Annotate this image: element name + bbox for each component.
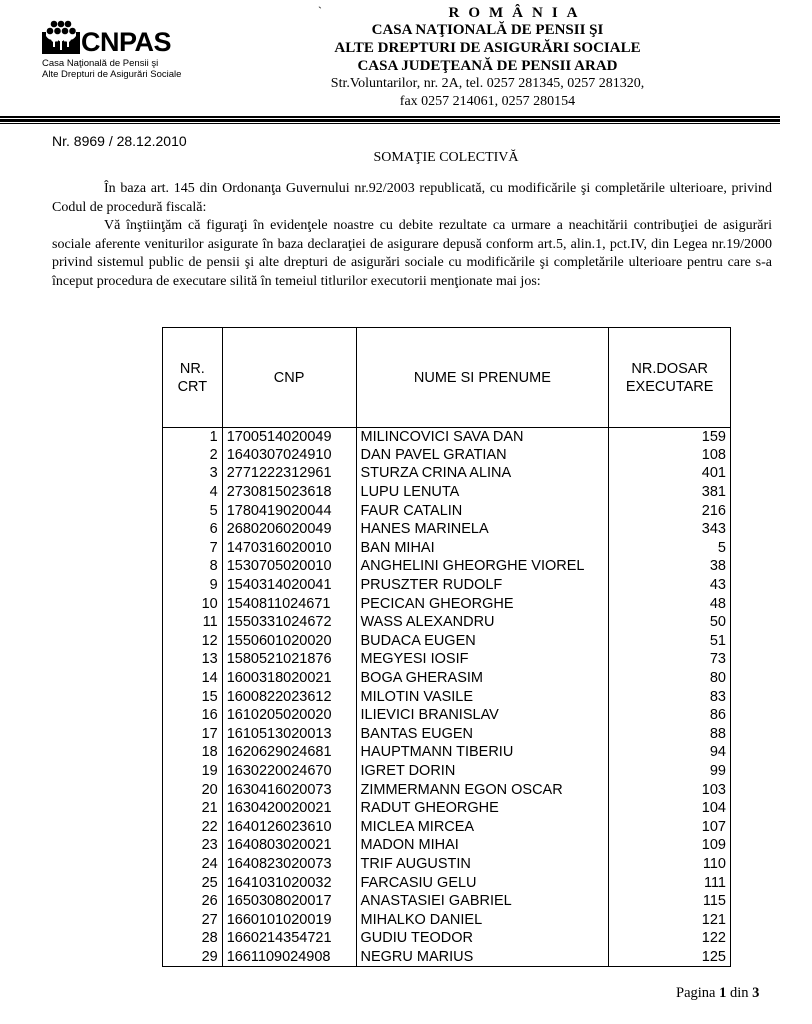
row-name: HAUPTMANN TIBERIU: [356, 744, 609, 763]
row-nr: 5: [163, 502, 223, 521]
header-name: NUME SI PRENUME: [356, 328, 609, 428]
table-row: [163, 632, 731, 651]
row-name: ILIEVICI BRANISLAV: [356, 706, 609, 725]
table-row: [163, 558, 731, 577]
row-name: ANGHELINI GHEORGHE VIOREL: [356, 558, 609, 577]
debtors-table: [162, 327, 731, 967]
table-row: [163, 911, 731, 930]
page-current: 1: [719, 985, 727, 1001]
table-row: [163, 576, 731, 595]
row-nr: 14: [163, 669, 223, 688]
row-nr: 11: [163, 613, 223, 632]
row-name: BAN MIHAI: [356, 539, 609, 558]
table-row: [163, 483, 731, 502]
row-dosar: 83: [609, 688, 731, 707]
table-row: [163, 669, 731, 688]
row-dosar: 115: [609, 892, 731, 911]
row-cnp: 1780419020044: [222, 502, 356, 521]
row-nr: 3: [163, 465, 223, 484]
row-cnp: 1600822023612: [222, 688, 356, 707]
row-nr: 8: [163, 558, 223, 577]
row-cnp: 1640803020021: [222, 837, 356, 856]
row-nr: 24: [163, 855, 223, 874]
row-cnp: 1540811024671: [222, 595, 356, 614]
header-institution-line1: CASA NAŢIONALĂ DE PENSII ŞI: [371, 22, 604, 38]
row-dosar: 43: [609, 576, 731, 595]
page-total: 3: [752, 985, 760, 1001]
table-row: [163, 465, 731, 484]
row-nr: 25: [163, 874, 223, 893]
row-cnp: 1580521021876: [222, 651, 356, 670]
row-dosar: 48: [609, 595, 731, 614]
cnpas-logo-icon: [42, 20, 80, 54]
row-nr: 2: [163, 446, 223, 465]
row-dosar: 107: [609, 818, 731, 837]
table-row: [163, 799, 731, 818]
row-dosar: 104: [609, 799, 731, 818]
row-name: RADUT GHEORGHE: [356, 799, 609, 818]
row-cnp: 2771222312961: [222, 465, 356, 484]
row-cnp: 1600318020021: [222, 669, 356, 688]
table-row: [163, 706, 731, 725]
row-cnp: 1641031020032: [222, 874, 356, 893]
header-cnp: CNP: [222, 328, 356, 428]
row-nr: 29: [163, 948, 223, 967]
row-name: MIHALKO DANIEL: [356, 911, 609, 930]
header-institution-line3: CASA JUDEŢEANĂ DE PENSII ARAD: [357, 58, 618, 74]
row-name: MICLEA MIRCEA: [356, 818, 609, 837]
row-dosar: 88: [609, 725, 731, 744]
table-row: [163, 837, 731, 856]
row-name: STURZA CRINA ALINA: [356, 465, 609, 484]
header-fax: fax 0257 214061, 0257 280154: [399, 94, 576, 109]
row-name: DAN PAVEL GRATIAN: [356, 446, 609, 465]
row-nr: 27: [163, 911, 223, 930]
row-dosar: 111: [609, 874, 731, 893]
table-row: [163, 688, 731, 707]
row-cnp: 1620629024681: [222, 744, 356, 763]
table-row: [163, 651, 731, 670]
row-dosar: 50: [609, 613, 731, 632]
row-cnp: 1540314020041: [222, 576, 356, 595]
row-nr: 17: [163, 725, 223, 744]
row-nr: 28: [163, 930, 223, 949]
table-header-row: [163, 328, 731, 428]
page-label: Pagina: [676, 985, 716, 1001]
row-dosar: 5: [609, 539, 731, 558]
table-row: [163, 595, 731, 614]
row-nr: 6: [163, 520, 223, 539]
row-cnp: 1610205020020: [222, 706, 356, 725]
row-cnp: 1470316020010: [222, 539, 356, 558]
table-row: [163, 428, 731, 447]
row-dosar: 80: [609, 669, 731, 688]
row-cnp: 1700514020049: [222, 428, 356, 447]
row-name: PECICAN GHEORGHE: [356, 595, 609, 614]
row-nr: 26: [163, 892, 223, 911]
table-row: [163, 874, 731, 893]
row-name: ZIMMERMANN EGON OSCAR: [356, 781, 609, 800]
row-dosar: 159: [609, 428, 731, 447]
row-nr: 9: [163, 576, 223, 595]
row-name: MADON MIHAI: [356, 837, 609, 856]
table-row: [163, 613, 731, 632]
row-cnp: 1530705020010: [222, 558, 356, 577]
row-nr: 12: [163, 632, 223, 651]
row-dosar: 216: [609, 502, 731, 521]
row-nr: 13: [163, 651, 223, 670]
row-cnp: 1640823020073: [222, 855, 356, 874]
table-row: [163, 855, 731, 874]
table-row: [163, 762, 731, 781]
row-nr: 23: [163, 837, 223, 856]
row-nr: 18: [163, 744, 223, 763]
row-dosar: 94: [609, 744, 731, 763]
stray-mark: `: [318, 4, 322, 18]
row-cnp: 1630220024670: [222, 762, 356, 781]
row-cnp: 1630420020021: [222, 799, 356, 818]
page-indicator: [676, 985, 759, 1002]
row-name: FARCASIU GELU: [356, 874, 609, 893]
row-cnp: 2730815023618: [222, 483, 356, 502]
row-name: ANASTASIEI GABRIEL: [356, 892, 609, 911]
row-dosar: 110: [609, 855, 731, 874]
row-dosar: 38: [609, 558, 731, 577]
row-dosar: 103: [609, 781, 731, 800]
row-nr: 4: [163, 483, 223, 502]
paragraph-1-text: În baza art. 145 din Ordonanţa Guvernului nr.92/2003 republicată, cu modificările şi completările ulterioare, privind Codul de procedură fiscală:: [52, 181, 772, 215]
row-nr: 22: [163, 818, 223, 837]
row-dosar: 121: [609, 911, 731, 930]
row-name: NEGRU MARIUS: [356, 948, 609, 967]
logo-subtitle-line1: Casa Naţională de Pensii şi: [42, 58, 159, 69]
row-nr: 19: [163, 762, 223, 781]
page-separator: din: [729, 985, 749, 1001]
row-dosar: 122: [609, 930, 731, 949]
row-nr: 21: [163, 799, 223, 818]
table-row: [163, 744, 731, 763]
row-nr: 20: [163, 781, 223, 800]
row-name: WASS ALEXANDRU: [356, 613, 609, 632]
row-name: HANES MARINELA: [356, 520, 609, 539]
cnpas-logo: [42, 20, 182, 80]
row-cnp: 2680206020049: [222, 520, 356, 539]
table-row: [163, 520, 731, 539]
row-nr: 15: [163, 688, 223, 707]
row-dosar: 109: [609, 837, 731, 856]
row-nr: 16: [163, 706, 223, 725]
table-row: [163, 781, 731, 800]
row-dosar: 381: [609, 483, 731, 502]
row-cnp: 1550331024672: [222, 613, 356, 632]
paragraph-notice: [52, 217, 772, 291]
row-dosar: 73: [609, 651, 731, 670]
table-row: [163, 725, 731, 744]
letterhead: [300, 5, 675, 111]
row-name: MILOTIN VASILE: [356, 688, 609, 707]
logo-brand: CNPAS: [81, 27, 172, 57]
document-number: Nr. 8969 / 28.12.2010: [52, 133, 187, 149]
row-name: MILINCOVICI SAVA DAN: [356, 428, 609, 447]
header-institution-line2: ALTE DREPTURI DE ASIGURĂRI SOCIALE: [334, 40, 641, 56]
header-divider: [0, 116, 780, 124]
row-cnp: 1661109024908: [222, 948, 356, 967]
row-cnp: 1660101020019: [222, 911, 356, 930]
row-dosar: 108: [609, 446, 731, 465]
header-nr-crt: NR. CRT: [163, 328, 223, 428]
row-cnp: 1640126023610: [222, 818, 356, 837]
table-row: [163, 892, 731, 911]
table-row: [163, 502, 731, 521]
table-row: [163, 539, 731, 558]
row-name: PRUSZTER RUDOLF: [356, 576, 609, 595]
table-row: [163, 818, 731, 837]
document-title: SOMAŢIE COLECTIVĂ: [373, 150, 519, 165]
table-row: [163, 930, 731, 949]
header-address: Str.Voluntarilor, nr. 2A, tel. 0257 281345, 0257 281320,: [330, 76, 645, 91]
paragraph-legal-basis: [52, 180, 772, 217]
table-row: [163, 948, 731, 967]
row-dosar: 125: [609, 948, 731, 967]
row-cnp: 1610513020013: [222, 725, 356, 744]
row-name: IGRET DORIN: [356, 762, 609, 781]
paragraph-2-text: Vă înştiinţăm că figuraţi în evidenţele noastre cu debite rezultate ca urmare a neachitării contribuţiei de asigurări sociale aferente veniturilor asigurate în baza declaraţiei de asigurare depusă conform art.5, alin.1, pct.IV, din Legea nr.19/2000 privind sistemul public de pensii şi alte drepturi de asigurări sociale cu modificările şi completările ulterioare pentru care s-a început procedura de executare silită în temeiul titlurilor executorii menţionate mai jos:: [52, 218, 772, 289]
row-name: MEGYESI IOSIF: [356, 651, 609, 670]
row-dosar: 401: [609, 465, 731, 484]
logo-subtitle-line2: Alte Drepturi de Asigurări Sociale: [42, 69, 182, 80]
row-name: LUPU LENUTA: [356, 483, 609, 502]
row-dosar: 51: [609, 632, 731, 651]
header-country: ROMÂNIA: [448, 5, 587, 21]
row-cnp: 1660214354721: [222, 930, 356, 949]
row-nr: 1: [163, 428, 223, 447]
row-name: TRIF AUGUSTIN: [356, 855, 609, 874]
row-name: BANTAS EUGEN: [356, 725, 609, 744]
row-nr: 7: [163, 539, 223, 558]
row-cnp: 1630416020073: [222, 781, 356, 800]
row-cnp: 1640307024910: [222, 446, 356, 465]
row-cnp: 1550601020020: [222, 632, 356, 651]
row-dosar: 343: [609, 520, 731, 539]
row-name: BUDACA EUGEN: [356, 632, 609, 651]
row-cnp: 1650308020017: [222, 892, 356, 911]
table-row: [163, 446, 731, 465]
row-name: FAUR CATALIN: [356, 502, 609, 521]
header-dosar: NR.DOSAR EXECUTARE: [609, 328, 731, 428]
row-name: BOGA GHERASIM: [356, 669, 609, 688]
row-dosar: 86: [609, 706, 731, 725]
row-dosar: 99: [609, 762, 731, 781]
row-nr: 10: [163, 595, 223, 614]
row-name: GUDIU TEODOR: [356, 930, 609, 949]
